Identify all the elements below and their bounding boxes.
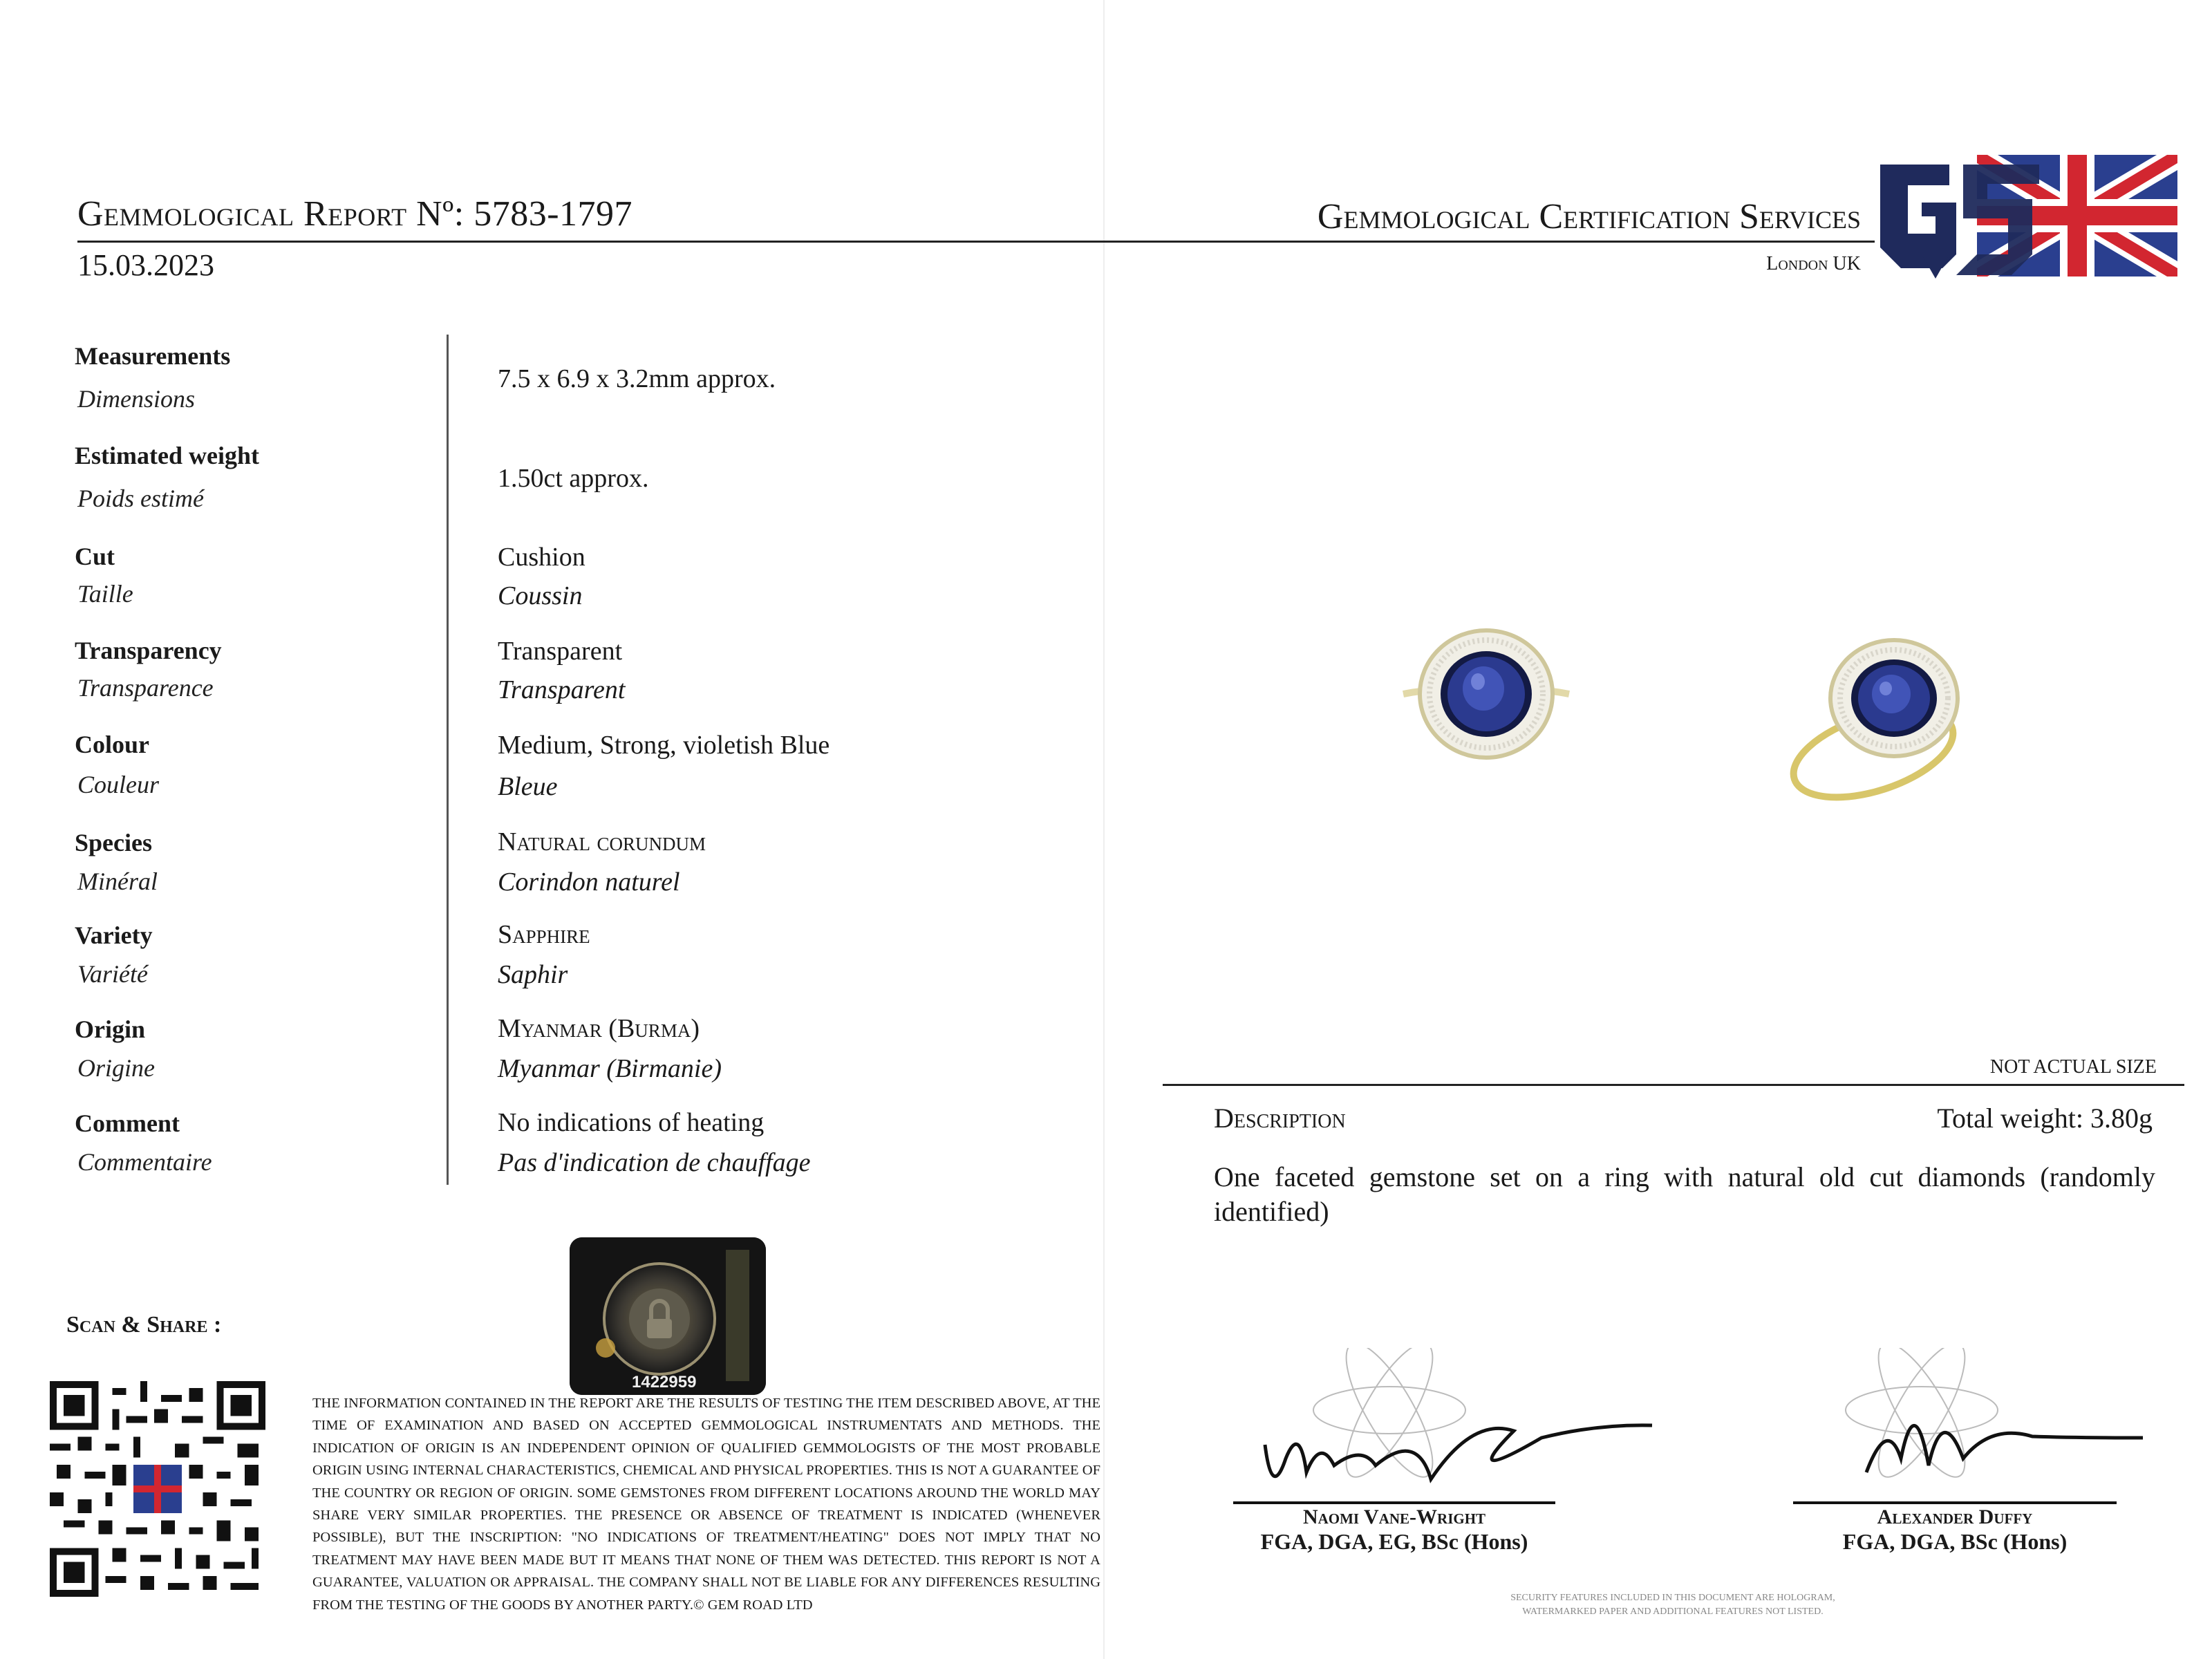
comment-value-fr: Pas d'indication de chauffage xyxy=(498,1148,811,1177)
variety-label: Variety xyxy=(75,921,153,949)
transparency-value-fr: Transparent xyxy=(498,675,626,704)
signature-flourish-right xyxy=(1825,1348,2157,1507)
comment-label: Comment xyxy=(75,1109,180,1137)
colour-label-fr: Couleur xyxy=(77,771,160,798)
security-features-note: SECURITY FEATURES INCLUDED IN THIS DOCUMENT ARE HOLOGRAM, WATERMARKED PAPER AND ADDITIONAL FEATURES NOT LISTED. xyxy=(1510,1593,1835,1617)
origin-value-fr: Myanmar (Birmanie) xyxy=(498,1054,722,1083)
scan-share-label: Scan & Share : xyxy=(66,1312,222,1338)
cut-label-fr: Taille xyxy=(77,580,133,608)
total-weight: Total weight: 3.80g xyxy=(1937,1103,2153,1134)
transparency-label: Transparency xyxy=(75,637,222,664)
origin-label: Origin xyxy=(75,1015,146,1043)
weight-label-fr: Poids estimé xyxy=(77,485,204,512)
qr-code[interactable] xyxy=(50,1381,265,1597)
disclaimer-text: THE INFORMATION CONTAINED IN THE REPORT ARE THE RESULTS OF TESTING THE ITEM DESCRIBED ABOVE, AT THE TIME OF EXAMINATION AND BASED ON ACCEPTED GEMMOLOGICAL INSTRUMENTATS AND METHODS. THE INDICATION OF ORIGIN IS AN INDEPENDENT OPINION OF QUALIFIED GEMMOLOGISTS OF THE MOST PROBABLE ORIGIN USING INTERNAL CHARACTERISTICS, CHEMICAL AND PHYSICAL PROPERTIES. THIS IS NOT A GUARANTEE OF THE COUNTRY OR REGION OF ORIGIN. SOME GEMSTONES FROM DIFFERENT LOCATIONS AROUND THE WORLD MAY SHARE VERY SIMILAR PROPERTIES. THE PRESENCE OR ABSENCE OF TREATMENT IS INDICATED (WHENEVER POSSIBLE), BUT THE INSCRIPTION: "NO INDICATIONS OF TREATMENT/HEATING" DOES NOT IMPLY THAT NO TREATMENT MAY HAVE BEEN MADE BUT IT MEANS THAT NONE OF THEM WAS DETECTED. THIS REPORT IS NOT A GUARANTEE, VALUATION OR APPRAISAL. THE COMPANY SHALL NOT BE LIABLE FOR ANY DIFFERENCES RESULTING FROM THE TESTING OF THE GOODS BY ANOTHER PARTY.© GEM ROAD LTD xyxy=(312,1396,1100,1613)
comment-label-fr: Commentaire xyxy=(77,1148,212,1176)
species-value-fr: Corindon naturel xyxy=(498,868,680,897)
report-date: 15.03.2023 xyxy=(77,248,214,282)
measurements-label-fr: Dimensions xyxy=(77,385,195,413)
signatory-name-left: Naomi Vane-Wright xyxy=(1302,1506,1486,1528)
weight-value: 1.50ct approx. xyxy=(498,464,649,493)
qr-flag-icon xyxy=(133,1465,182,1513)
hologram-number: 1422959 xyxy=(632,1373,697,1391)
variety-value: Sapphire xyxy=(498,920,590,949)
measurements-value: 7.5 x 6.9 x 3.2mm approx. xyxy=(498,364,776,393)
transparency-label-fr: Transparence xyxy=(77,674,214,702)
ring-front-image xyxy=(1389,625,1583,777)
signature-line-right xyxy=(1793,1501,2117,1504)
signatory-qualifications-right: FGA, DGA, BSc (Hons) xyxy=(1842,1529,2068,1554)
variety-label-fr: Variété xyxy=(77,960,148,988)
cut-label: Cut xyxy=(75,543,115,570)
description-divider xyxy=(1163,1084,2184,1086)
colour-value-fr: Bleue xyxy=(498,772,558,801)
signature-line-left xyxy=(1233,1501,1555,1504)
ring-angle-image xyxy=(1783,636,1991,816)
description-heading: Description xyxy=(1214,1103,1346,1134)
signature-flourish-left xyxy=(1251,1348,1680,1507)
transparency-value: Transparent xyxy=(498,637,623,666)
weight-label: Estimated weight xyxy=(75,442,259,469)
variety-value-fr: Saphir xyxy=(498,960,568,989)
gcs-logo xyxy=(1873,151,2183,282)
properties-divider xyxy=(447,335,449,1185)
cut-value: Cushion xyxy=(498,543,585,572)
comment-value: No indications of heating xyxy=(498,1108,765,1137)
origin-label-fr: Origine xyxy=(77,1054,155,1082)
description-text: One faceted gemstone set on a ring with natural old cut diamonds (randomly identified) xyxy=(1214,1161,2155,1227)
colour-label: Colour xyxy=(75,731,149,758)
species-label-fr: Minéral xyxy=(77,868,158,895)
company-name: Gemmological Certification Services xyxy=(1317,197,1861,236)
page-fold xyxy=(1103,0,1105,1659)
header-divider xyxy=(77,241,1875,243)
colour-value: Medium, Strong, violetish Blue xyxy=(498,731,830,760)
hologram-seal xyxy=(570,1237,766,1395)
not-actual-size-note: NOT ACTUAL SIZE xyxy=(1989,1056,2157,1078)
signatory-name-right: Alexander Duffy xyxy=(1877,1506,2033,1528)
measurements-label: Measurements xyxy=(75,342,231,370)
company-location: London UK xyxy=(1766,253,1861,274)
signatory-qualifications-left: FGA, DGA, EG, BSc (Hons) xyxy=(1260,1529,1528,1554)
species-value: Natural corundum xyxy=(498,827,706,856)
report-title: Gemmological Report Nº: 5783-1797 xyxy=(77,194,633,234)
origin-value: Myanmar (Burma) xyxy=(498,1014,700,1043)
species-label: Species xyxy=(75,829,152,856)
cut-value-fr: Coussin xyxy=(498,581,583,610)
